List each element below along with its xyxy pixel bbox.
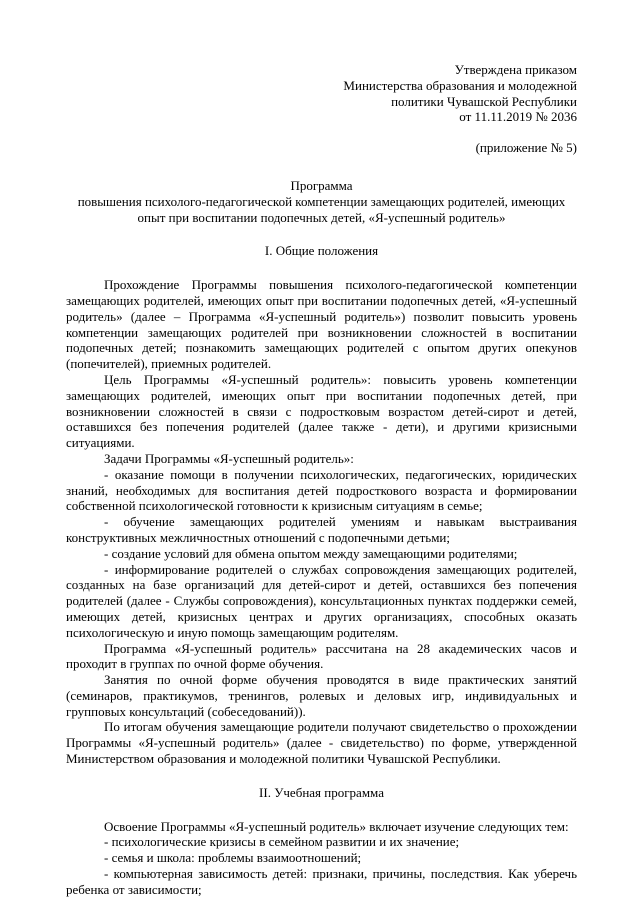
section-2-heading: II. Учебная программа [259, 784, 384, 800]
approval-line: от 11.11.2019 № 2036 [459, 109, 577, 125]
list-item: - компьютерная зависимость детей: признаки, причины, последствия. Как уберечь ребенка от зависимости; [66, 866, 577, 897]
approval-line: Министерства образования и молодежной [343, 77, 577, 93]
list-item: - информирование родителей о службах сопровождения замещающих родителей, созданных на базе организаций для детей-сирот и детей, оставшихся без попечения родителей (далее - Службы сопровождения), консультационных пунктах поддержки семей, имеющих детей, кризисных центрах и других организациях, способных оказать психологическую и иную помощь замещающим родителям. [66, 561, 577, 640]
document-title-line1: Программа [290, 177, 353, 193]
paragraph: Задачи Программы «Я-успешный родитель»: [104, 450, 354, 466]
paragraph: Программа «Я-успешный родитель» рассчитана на 28 академических часов и проходит в группах по очной форме обучения. [66, 640, 577, 672]
approval-line: политики Чувашской Республики [391, 93, 577, 109]
list-item: - психологические кризисы в семейном развитии и их значение; [104, 834, 460, 850]
paragraph: Занятия по очной форме обучения проводятся в виде практических занятий (семинаров, практикумов, тренингов, ролевых и деловых игр, индивидуальных и групповых консультаций (собеседований)). [66, 672, 577, 719]
approval-block [66, 62, 577, 125]
document-title-line2: повышения психолого-педагогической компетенции замещающих родителей, имеющих опыт при воспитании подопечных детей, «Я-успешный родитель» [77, 193, 566, 225]
document-title [66, 178, 577, 225]
list-item: - создание условий для обмена опытом между замещающими родителями; [104, 545, 518, 561]
paragraph: Освоение Программы «Я-успешный родитель» включает изучение следующих тем: [104, 818, 569, 834]
paragraph: Цель Программы «Я-успешный родитель»: повысить уровень компетенции замещающих родителей, имеющих опыт при воспитании подопечных детей, при возникновении сложностей в связи с подростковым возрастом детей-сирот и детей, оставшихся без попечения родителей (далее также - дети), и другими кризисными ситуациями. [66, 371, 577, 451]
section-1-heading: I. Общие положения [264, 243, 379, 259]
list-item: - обучение замещающих родителей умениям и навыкам выстраивания конструктивных межличностных отношений с подопечными детьми; [66, 514, 577, 545]
approval-line: Утверждена приказом [454, 62, 577, 77]
annex-note: (приложение № 5) [475, 140, 577, 156]
paragraph: Прохождение Программы повышения психолого-педагогической компетенции замещающих родителей, имеющих опыт при воспитании подопечных детей, «Я-успешный родитель» (далее – Программа «Я-успешный родитель») позволит повысить уровень компетенции замещающих родителей при возникновении сложностей в воспитании подопечных детей; познакомить замещающих родителей с опытом других опекунов (попечителей), приемных родителей. [66, 277, 577, 372]
list-item: - оказание помощи в получении психологических, педагогических, юридических знаний, необходимых для воспитания детей подросткового возраста и формировании собственной психологической готовности к кризисным ситуациям в семье; [66, 466, 577, 514]
paragraph: По итогам обучения замещающие родители получают свидетельство о прохождении Программы «Я-успешный родитель» (далее - свидетельство) по форме, утвержденной Министерством образования и молодежной политики Чувашской Республики. [66, 719, 577, 767]
list-item: - семья и школа: проблемы взаимоотношений; [104, 850, 362, 866]
